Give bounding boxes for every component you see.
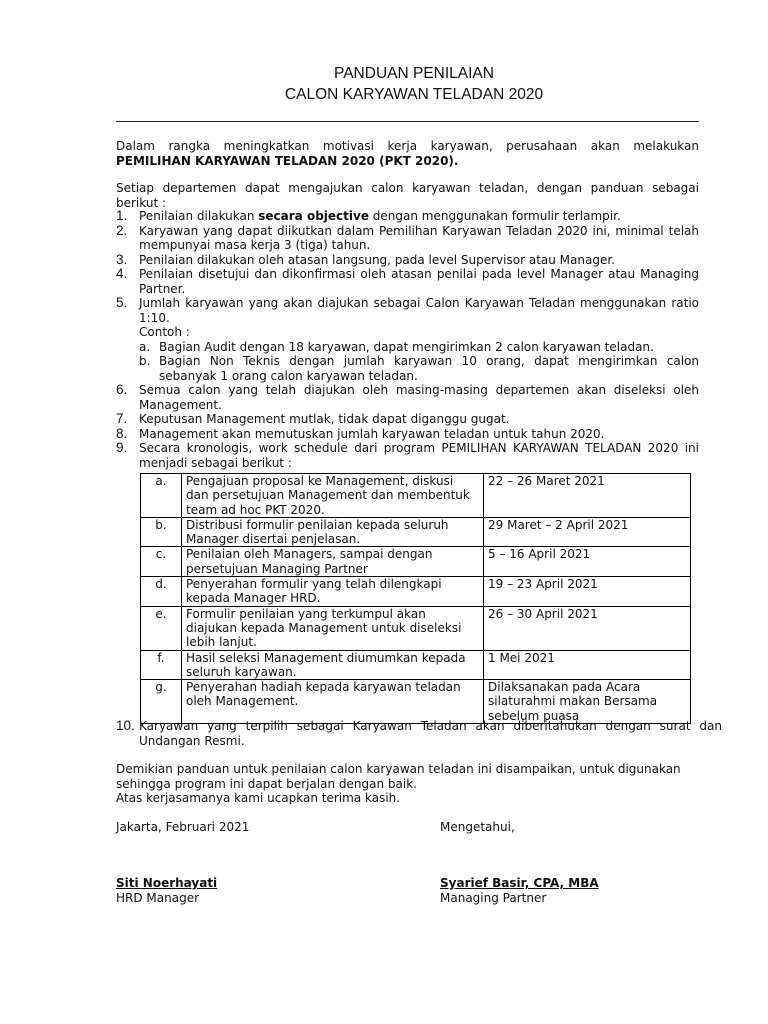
signature-block-partner [440, 876, 599, 905]
list-text: Management akan memutuskan jumlah karyawan teladan untuk tahun 2020. [139, 426, 605, 441]
schedule-letter: b. [141, 517, 182, 547]
list-text: Secara kronologis, work schedule dari program PEMILIHAN KARYAWAN TELADAN 2020 ini menjadi sebagai berikut : [139, 441, 699, 470]
signature-block-hrd [116, 876, 217, 905]
list-text: Karyawan yang terpilih sebagai Karyawan Teladan akan diberitahukan dengan surat dan Undangan Resmi. [139, 719, 722, 748]
sub-item-b [139, 354, 699, 383]
schedule-letter: d. [141, 577, 182, 607]
list-item-2 [116, 224, 699, 253]
list-item-8 [116, 427, 699, 442]
schedule-activity: Pengajuan proposal ke Management, diskusi dan persetujuan Management dan membentuk team ad hoc PKT 2020. [182, 474, 484, 518]
list-item-10 [116, 719, 722, 748]
table-row [141, 547, 691, 577]
schedule-letter: g. [141, 680, 182, 724]
table-row [141, 474, 691, 518]
list-text: Keputusan Management mutlak, tidak dapat diganggu gugat. [139, 412, 510, 426]
example-label: Contoh : [139, 325, 190, 339]
list-item-7 [116, 412, 699, 427]
signatory-name: Syarief Basir, CPA, MBA [440, 876, 599, 890]
signatory-title: HRD Manager [116, 890, 200, 905]
list-item-9 [116, 441, 699, 470]
guide-intro-paragraph: Setiap departemen dapat mengajukan calon karyawan teladan, dengan panduan sebagai berikut : [116, 181, 699, 210]
sub-text: Bagian Audit dengan 18 karyawan, dapat mengirimkan 2 calon karyawan teladan. [159, 339, 654, 354]
sub-letter: b. [139, 354, 151, 368]
schedule-activity: Formulir penilaian yang terkumpul akan diajukan kepada Management untuk diseleksi lebih lanjut. [182, 606, 484, 650]
schedule-activity: Penilaian oleh Managers, sampai dengan persetujuan Managing Partner [182, 547, 484, 577]
list-text: Penilaian dilakukan [139, 209, 259, 223]
schedule-activity: Penyerahan hadiah kepada karyawan teladan oleh Management. [182, 680, 484, 724]
list-text: Karyawan yang dapat diikutkan dalam Pemilihan Karyawan Teladan 2020 ini, minimal telah mempunyai masa kerja 3 (tiga) tahun. [139, 223, 699, 252]
schedule-date: 5 – 16 April 2021 [484, 547, 691, 577]
table-row [141, 577, 691, 607]
schedule-letter: f. [141, 650, 182, 680]
table-row [141, 517, 691, 547]
schedule-activity: Distribusi formulir penilaian kepada seluruh Manager disertai penjelasan. [182, 517, 484, 547]
schedule-date: 29 Maret – 2 April 2021 [484, 517, 691, 547]
list-number: 2. [116, 222, 128, 238]
intro-paragraph [116, 139, 699, 168]
guideline-list [116, 209, 699, 470]
schedule-activity: Penyerahan formulir yang telah dilengkapi kepada Manager HRD. [182, 577, 484, 607]
acknowledged-label: Mengetahui, [440, 820, 515, 834]
closing-paragraph [116, 762, 699, 806]
list-item-3 [116, 253, 699, 268]
list-item-6 [116, 383, 699, 412]
schedule-letter: c. [141, 547, 182, 577]
closing-thanks: Atas kerjasamanya kami ucapkan terima kasih. [116, 791, 401, 805]
sub-text: Bagian Non Teknis dengan jumlah karyawan 10 orang, dapat mengirimkan calon sebanyak 1 orang calon karyawan teladan. [159, 354, 699, 383]
list-item-4 [116, 267, 699, 296]
list-text: Penilaian dilakukan oleh atasan langsung, pada level Supervisor atau Manager. [139, 252, 615, 267]
signatory-name: Siti Noerhayati [116, 876, 218, 890]
list-number: 1. [116, 208, 128, 223]
list-number: 4. [116, 266, 128, 281]
place-date: Jakarta, Februari 2021 [116, 820, 250, 834]
schedule-date: 26 – 30 April 2021 [484, 606, 691, 650]
schedule-letter: e. [141, 606, 182, 650]
list-text: dengan menggunakan formulir terlampir. [368, 209, 621, 223]
list-item-5 [116, 296, 699, 383]
list-number: 9. [116, 440, 128, 455]
list-number: 7. [116, 411, 128, 426]
table-row [141, 606, 691, 650]
schedule-letter: a. [141, 474, 182, 518]
intro-bold: PEMILIHAN KARYAWAN TELADAN 2020 (PKT 2020). [116, 153, 459, 168]
list-text: Penilaian disetujui dan dikonfirmasi oleh atasan penilai pada level Manager atau Managing Partner. [139, 267, 699, 296]
schedule-date: 22 – 26 Maret 2021 [484, 474, 691, 518]
document-title-line1: PANDUAN PENILAIAN [334, 65, 494, 82]
sub-letter: a. [139, 339, 151, 354]
schedule-date: 1 Mei 2021 [484, 650, 691, 680]
schedule-activity: Hasil seleksi Management diumumkan kepada seluruh karyawan. [182, 650, 484, 680]
intro-text: Dalam rangka meningkatkan motivasi kerja karyawan, perusahaan akan melakukan [116, 139, 699, 153]
table-row [141, 650, 691, 680]
table-row [141, 680, 691, 724]
list-number: 10. [116, 718, 135, 733]
sub-item-a [139, 340, 699, 355]
schedule-date: 19 – 23 April 2021 [484, 577, 691, 607]
list-item-1 [116, 209, 699, 224]
list-text: Semua calon yang telah diajukan oleh masing-masing departemen akan diseleksi oleh Management. [139, 383, 699, 412]
signatory-title: Managing Partner [440, 890, 547, 905]
list-number: 3. [116, 251, 128, 267]
document-title-line2: CALON KARYAWAN TELADAN 2020 [284, 86, 544, 103]
closing-line: Demikian panduan untuk penilaian calon karyawan teladan ini disampaikan, untuk digunakan sehingga program ini dapat berjalan dengan baik. [116, 762, 681, 791]
list-number: 5. [116, 295, 128, 310]
list-number: 6. [116, 382, 128, 397]
schedule-date: Dilaksanakan pada Acara silaturahmi makan Bersama sebelum puasa [484, 680, 691, 724]
list-text: Jumlah karyawan yang akan diajukan sebagai Calon Karyawan Teladan menggunakan ratio 1:10. [139, 296, 699, 325]
work-schedule-table [140, 473, 691, 724]
title-divider [116, 121, 699, 122]
list-text-bold: secara objective [258, 209, 369, 223]
list-number: 8. [116, 425, 128, 441]
